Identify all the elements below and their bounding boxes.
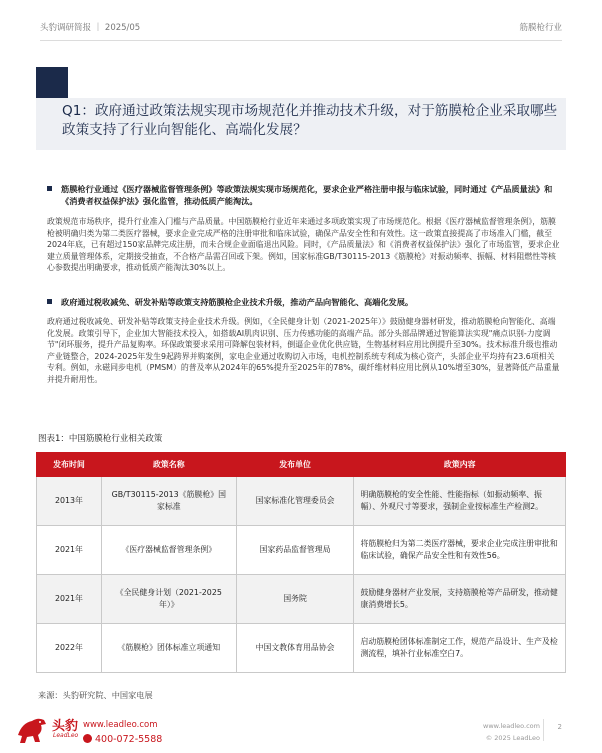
- bullet-square-icon: [47, 186, 52, 191]
- table-row: [37, 575, 566, 624]
- website-link[interactable]: www.leadleo.com: [83, 720, 158, 730]
- phone-number[interactable]: [83, 734, 162, 745]
- logo-text-cn: 头豹: [52, 719, 79, 734]
- cell-date: 2013年: [37, 477, 102, 526]
- cell-content: 将筋膜枪归为第二类医疗器械，要求企业完成注册审批和临床试验，确保产品安全性和有效性56。: [354, 526, 566, 575]
- figure-title: 图表1：中国筋膜枪行业相关政策: [38, 434, 163, 444]
- cell-date: 2022年: [37, 624, 102, 673]
- page-number: 2: [557, 723, 562, 731]
- column-header: 政策内容: [354, 453, 566, 477]
- cell-policy-name: 《医疗器械监督管理条例》: [101, 526, 236, 575]
- cell-date: 2021年: [37, 526, 102, 575]
- footer-website[interactable]: www.leadleo.com: [483, 722, 540, 730]
- column-header: 发布时间: [37, 453, 102, 477]
- cell-date: 2021年: [37, 575, 102, 624]
- column-header: 政策名称: [101, 453, 236, 477]
- cell-policy-name: GB/T30115-2013《筋膜枪》国家标准: [101, 477, 236, 526]
- cell-content: 启动筋膜枪团体标准制定工作，规范产品设计、生产及检测流程，填补行业标准空白7。: [354, 624, 566, 673]
- key-point-1: [47, 183, 562, 207]
- source-note: 来源：头豹研究院、中国家电展: [38, 690, 153, 700]
- cell-issuer: 国家药品监督管理局: [236, 526, 354, 575]
- question-accent-block: [36, 67, 68, 98]
- cell-policy-name: 《全民健身计划（2021-2025年）》: [101, 575, 236, 624]
- leopard-logo-icon: [16, 715, 48, 745]
- header-industry-label: 筋膜枪行业: [519, 23, 562, 33]
- paragraph-1: 政策规范市场秩序，提升行业准入门槛与产品质量。中国筋膜枪行业近年来通过多项政策实现了市场规范化。根据《医疗器械监督管理条例》，筋膜枪被明确归类为第二类医疗器械，要求企业完成严格的注册审批和临床试验，确保产品安全性和有效性。这一政策直接提高了市场准入门槛，截至2024年底，已有超过150家品牌完成注册，而未合规企业面临退出风险。同时，《产品质量法》和《消费者权益保护法》强化了市场监管，要求企业建立质量管理体系，定期接受抽查，不合格产品需召回或下架。例如，国家标准GB/T30115-2013《筋膜枪》对振动频率、振幅、材料阻燃性等核心参数提出明确要求，推动低质产能淘汰30%以上。: [47, 217, 560, 272]
- cell-policy-name: 《筋膜枪》团体标准立项通知: [101, 624, 236, 673]
- cell-issuer: 中国文教体育用品协会: [236, 624, 354, 673]
- key-point-2-text: 政府通过税收减免、研发补贴等政策支持筋膜枪企业技术升级，推动产品向智能化、高端化发展。: [61, 297, 414, 307]
- cell-issuer: 国家标准化管理委员会: [236, 477, 354, 526]
- question-title: Q1：政府通过政策法规实现市场规范化并推动技术升级，对于筋膜枪企业采取哪些政策支持了行业向智能化、高端化发展？: [62, 103, 558, 138]
- paragraph-2: 政府通过税收减免、研发补贴等政策支持企业技术升级。例如，《全民健身计划（2021-2025年）》鼓励健身器材研发，推动筋膜枪向智能化、高端化发展。政策引导下，企业加大智能技术投入，如搭载AI肌肉识别、压力传感功能的高端产品。部分头部品牌通过智能算法实现"痛点识别-力度调节"闭环服务，提升产品复购率。环保政策要求采用可降解包装材料，倒逼企业优化供应链，生物基材料应用比例提升至30%。技术标准升级也推动产业链整合，2024-2025年发生9起跨界并购案例，家电企业通过收购切入市场，电机控制系统专利成为核心资产，头部企业平均持有23.6项相关专利。例如，永磁同步电机（PMSM）的普及率从2024年的65%提升至2025年的78%，碳纤维材料应用比例从10%增至30%，显著降低产品重量并提升耐用性。: [47, 317, 560, 384]
- table-row: [37, 624, 566, 673]
- logo-text-en: LeadLeo: [53, 732, 79, 739]
- table-row: [37, 477, 566, 526]
- cell-content: 明确筋膜枪的安全性能、性能指标（如振动频率、振幅）、外观尺寸等要求，强制企业按标准生产检测2。: [354, 477, 566, 526]
- policy-table: [36, 452, 566, 673]
- column-header: 发布单位: [236, 453, 354, 477]
- header-divider: [40, 40, 562, 41]
- phone-text: 400-072-5588: [95, 734, 163, 745]
- phone-icon: [83, 734, 92, 743]
- footer-copyright: © 2025 LeadLeo: [485, 734, 540, 742]
- key-point-2: [47, 296, 562, 308]
- key-point-1-text: 筋膜枪行业通过《医疗器械监督管理条例》等政策法规实现市场规范化，要求企业严格注册申报与临床试验，同时通过《产品质量法》和《消费者权益保护法》强化监管，推动低质产能淘汰。: [61, 184, 553, 206]
- header-breadcrumb: 头豹调研简报 ｜ 2025/05: [40, 23, 141, 33]
- bullet-square-icon: [47, 299, 52, 304]
- cell-issuer: 国务院: [236, 575, 354, 624]
- table-header-row: [37, 453, 566, 477]
- footer-divider: [543, 719, 544, 741]
- cell-content: 鼓励健身器材产业发展，支持筋膜枪等产品研发，推动健康消费增长5。: [354, 575, 566, 624]
- table-row: [37, 526, 566, 575]
